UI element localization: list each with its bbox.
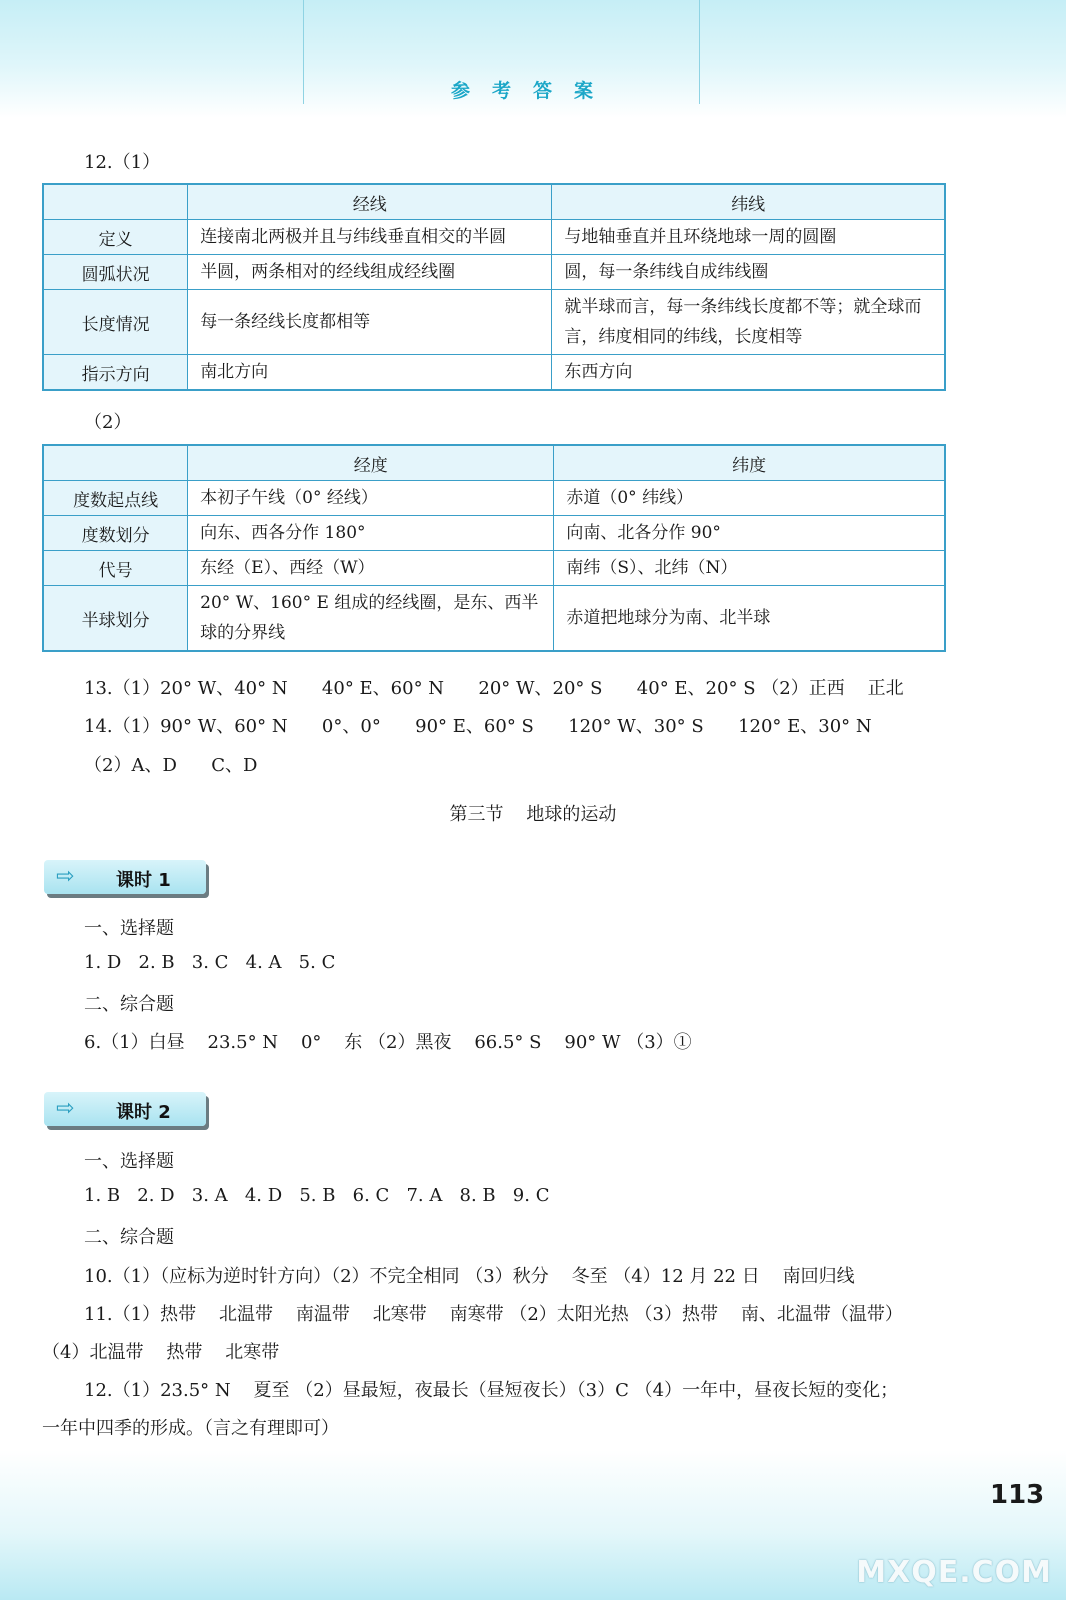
table-cell: 每一条经线长度都相等: [188, 290, 552, 355]
lesson2-q12-line2: 一年中四季的形成。（言之有理即可）: [42, 1418, 339, 1439]
page-header-title: 参考答案: [450, 80, 615, 102]
table-cell: 半圆，两条相对的经线组成经线圈: [188, 255, 552, 290]
lesson2-q12-line1: 12.（1）23.5° N 夏至 （2）昼最短，夜最长（昼短夜长）（3）C （4）一年中，昼夜长短的变化；: [84, 1380, 899, 1401]
table-row: [43, 586, 945, 652]
row-header: 定义: [43, 220, 188, 255]
lesson2-part1-heading: 一、选择题: [84, 1151, 174, 1172]
table-cell: 赤道（0° 纬线）: [554, 481, 945, 516]
lesson1-choices: 1. D 2. B 3. C 4. A 5. C: [84, 952, 336, 973]
table-row: [43, 551, 945, 586]
table-header-cell: 纬度: [554, 445, 945, 481]
table-cell: 与地轴垂直并且环绕地球一周的圆圈: [552, 220, 945, 255]
row-header: 长度情况: [43, 290, 188, 355]
table-cell: 就半球而言，每一条纬线长度都不等；就全球而言，纬度相同的纬线，长度相等: [552, 290, 945, 355]
table-header-cell: 经度: [188, 445, 554, 481]
table-header-cell: 纬线: [552, 184, 945, 220]
table-header-cell: [43, 445, 188, 481]
lesson-tab-label: 课时 1: [116, 870, 171, 891]
table-row: [43, 355, 945, 391]
table-row: [43, 516, 945, 551]
table-row: [43, 290, 945, 355]
table-cell: 本初子午线（0° 经线）: [188, 481, 554, 516]
site-watermark: MXQE.COM: [856, 1555, 1052, 1590]
table-header-cell: 经线: [188, 184, 552, 220]
table-header-row: [43, 184, 945, 220]
row-header: 指示方向: [43, 355, 188, 391]
lesson-1-tab: [44, 860, 206, 894]
answer-q13: 13.（1）20° W、40° N 40° E、60° N 20° W、20° S 40° E、20° S （2）正西 正北: [84, 678, 904, 699]
table-row: [43, 481, 945, 516]
table-row: [43, 255, 945, 290]
table-cell: 南纬（S）、北纬（N）: [554, 551, 945, 586]
arrow-right-icon: ⇨: [56, 1096, 75, 1121]
meridian-parallel-table: [42, 183, 946, 391]
lesson-2-tab: [44, 1092, 206, 1126]
lesson-tab-label: 课时 2: [116, 1102, 171, 1123]
table-cell: 赤道把地球分为南、北半球: [554, 586, 945, 652]
lesson2-q10: 10.（1）（应标为逆时针方向）（2）不完全相同 （3）秋分 冬至 （4）12 月 22 日 南回归线: [84, 1266, 855, 1287]
answer-q14-1: 14.（1）90° W、60° N 0°、0° 90° E、60° S 120° W、30° S 120° E、30° N: [84, 716, 872, 737]
lesson2-q11-line1: 11.（1）热带 北温带 南温带 北寒带 南寒带 （2）太阳光热 （3）热带 南、北温带（温带）: [84, 1304, 903, 1325]
lesson2-part2-heading: 二、综合题: [84, 1227, 174, 1248]
table-cell: 20° W、160° E 组成的经线圈，是东、西半球的分界线: [188, 586, 554, 652]
section-title: 第三节 地球的运动: [449, 804, 617, 825]
table-cell: 连接南北两极并且与纬线垂直相交的半圆: [188, 220, 552, 255]
row-header: 圆弧状况: [43, 255, 188, 290]
table-header-cell: [43, 184, 188, 220]
row-header: 度数划分: [43, 516, 188, 551]
answer-q14-2: （2）A、D C、D: [84, 755, 258, 776]
table-header-row: [43, 445, 945, 481]
lesson1-part2-heading: 二、综合题: [84, 994, 174, 1015]
row-header: 代号: [43, 551, 188, 586]
arrow-right-icon: ⇨: [56, 864, 75, 889]
lesson1-q6: 6.（1）白昼 23.5° N 0° 东 （2）黑夜 66.5° S 90° W （3）①: [84, 1032, 692, 1053]
table-cell: 圆，每一条纬线自成纬线圈: [552, 255, 945, 290]
table-cell: 向东、西各分作 180°: [188, 516, 554, 551]
table-cell: 东经（E）、西经（W）: [188, 551, 554, 586]
q12-2-label: （2）: [84, 412, 132, 433]
row-header: 半球划分: [43, 586, 188, 652]
table-row: [43, 220, 945, 255]
table-cell: 向南、北各分作 90°: [554, 516, 945, 551]
table-cell: 东西方向: [552, 355, 945, 391]
q12-1-label: 12.（1）: [84, 152, 161, 173]
lesson1-part1-heading: 一、选择题: [84, 918, 174, 939]
longitude-latitude-table: [42, 444, 946, 652]
lesson2-choices: 1. B 2. D 3. A 4. D 5. B 6. C 7. A 8. B 9. C: [84, 1185, 550, 1206]
row-header: 度数起点线: [43, 481, 188, 516]
table-cell: 南北方向: [188, 355, 552, 391]
page-number: 113: [990, 1480, 1045, 1510]
lesson2-q11-line2: （4）北温带 热带 北寒带: [42, 1342, 280, 1363]
